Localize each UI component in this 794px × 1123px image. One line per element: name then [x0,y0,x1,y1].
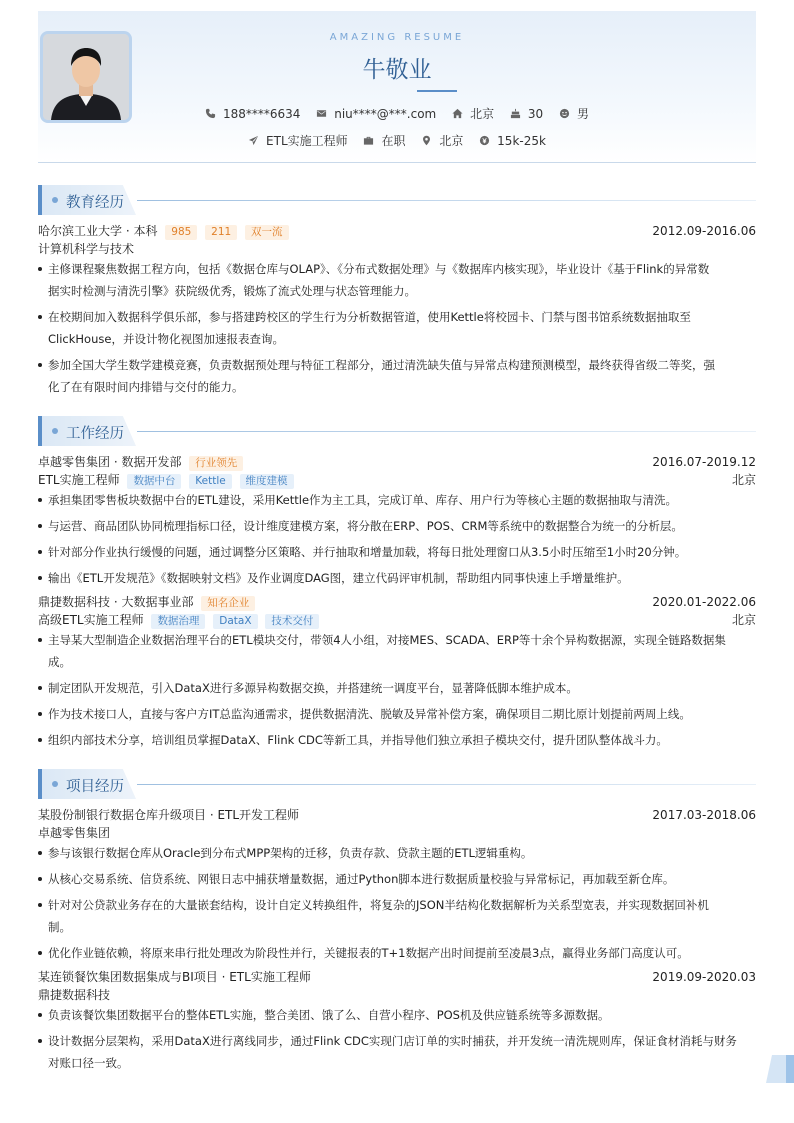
work-1-role: ETL实施工程师 [38,473,120,487]
mail-icon [316,108,327,119]
work-2-bullet-2: 制定团队开发规范，引入DataX进行多源异构数据交换，并搭建统一调度平台，显著降低脚本维护成本。 [38,677,750,699]
city-info [452,105,494,122]
work-1-city: 北京 [731,473,756,487]
work-1-skill-1: 数据中台 [127,474,181,489]
corner-decoration [766,1055,794,1083]
section-education-title: 教育经历 [66,195,124,211]
project-1-bullet-1: 参与该银行数据仓库从Oracle到分布式MPP架构的迁移，负责存款、贷款主题的ETL逻辑重构。 [38,842,750,864]
school-tag-double-first: 双一流 [245,225,289,240]
section-work [38,416,756,446]
work-2-city: 北京 [731,613,756,627]
age-value: 30 [527,106,544,121]
section-project-title: 项目经历 [66,779,124,795]
project-2-org: 鼎捷数据科技 [38,988,111,1002]
work-1-skill-3: 维度建模 [240,474,294,489]
salary-value: 15k-25k [497,133,546,148]
work-2-skill-1: 数据治理 [151,614,205,629]
project-2-bullet-1: 负责该餐饮集团数据平台的整体ETL实施，整合美团、饿了么、自营小程序、POS机及供应链系统等多源数据。 [38,1004,750,1026]
school-tag-985: 985 [165,225,197,240]
work-1-bullet-4: 输出《ETL开发规范》《数据映射文档》及作业调度DAG图，建立代码评审机制，帮助组内同事快速上手增量维护。 [38,567,750,589]
school-tag-211: 211 [205,225,237,240]
email-info [316,107,436,121]
work-1-tag: 行业领先 [189,456,243,471]
work-1-company: 卓越零售集团 · 数据开发部 [38,455,182,469]
work-1-header [38,454,756,471]
education-bullet-1: 主修课程聚焦数据工程方向，包括《数据仓库与OLAP》、《分布式数据处理》与《数据库内核实现》，毕业设计《基于Flink的异常数 据实时检测与清洗引擎》获院级优秀，锻炼了流式处理与状态管理能力。 [38,258,750,302]
work-1-bullet-1: 承担集团零售板块数据中台的ETL建设，采用Kettle作为主工具，完成订单、库存、用户行为等核心主题的数据抽取与清洗。 [38,489,750,511]
phone-icon [205,108,216,119]
candidate-name: 牛敬业 [362,57,432,83]
education-header [38,223,756,240]
email-value: niu****@***.com [334,106,437,121]
work-2-header [38,594,756,611]
school-name: 哈尔滨工业大学 · 本科 [38,224,158,238]
work-1-bullet-2: 与运营、商品团队协同梳理指标口径，设计维度建模方案，将分散在ERP、POS、CRM等系统中的数据整合为统一的分析层。 [38,515,750,537]
location-info [421,132,463,149]
resume-tagline: AMAZING RESUME [329,32,465,43]
education-major: 计算机科学与技术 [38,242,135,256]
home-icon [452,108,463,119]
education-bullet-3: 参加全国大学生数学建模竞赛，负责数据预处理与特征工程部分，通过清洗缺失值与异常点构建预测模型，最终获得省级二等奖，强 化了在有限时间内排错与交付的能力。 [38,354,750,398]
gender-info [559,105,589,122]
job-info [248,132,348,149]
job-intent-row [38,132,756,149]
phone-value: 188****6634 [222,106,301,121]
work-1-date: 2016.07-2019.12 [652,455,756,469]
project-1-bullet-2: 从核心交易系统、信贷系统、网银日志中捕获增量数据，通过Python脚本进行数据质量校验与异常标记，再加载至新仓库。 [38,868,750,890]
section-work-title: 工作经历 [66,426,124,442]
contact-row [38,105,756,122]
work-2-company: 鼎捷数据科技 · 大数据事业部 [38,595,194,609]
job-value: ETL实施工程师 [266,134,348,148]
project-2-title: 某连锁餐饮集团数据集成与BI项目 · ETL实施工程师 [38,970,311,984]
work-1-role-row [38,472,756,489]
section-education [38,185,756,215]
name-underline [417,90,457,92]
work-2-skill-3: 技术交付 [265,614,319,629]
section-project [38,769,756,799]
project-1-title: 某股份制银行数据仓库升级项目 · ETL开发工程师 [38,808,300,822]
project-2-header [38,969,756,985]
city-value: 北京 [470,107,495,121]
work-2-role: 高级ETL实施工程师 [38,613,144,627]
project-1-header [38,807,756,823]
work-2-date: 2020.01-2022.06 [652,595,756,609]
education-date: 2012.09-2016.06 [652,224,756,238]
phone-info [205,107,300,121]
send-icon [248,135,259,146]
work-2-bullet-4: 组织内部技术分享，培训组员掌握DataX、Flink CDC等新工具，并指导他们独立承担子模块交付，提升团队整体战斗力。 [38,729,750,751]
salary-info [479,134,546,148]
project-1-bullet-4: 优化作业链依赖，将原来串行批处理改为阶段性并行，关键报表的T+1数据产出时间提前至凌晨3点，赢得业务部门高度认可。 [38,942,750,964]
money-icon [479,135,490,146]
work-1-bullet-3: 针对部分作业执行缓慢的问题，通过调整分区策略、并行抽取和增量加载，将每日批处理窗口从3.5小时压缩至1小时20分钟。 [38,541,750,563]
work-2-skill-2: DataX [213,614,257,629]
location-value: 北京 [439,134,464,148]
briefcase-icon [363,135,374,146]
project-2-bullet-2: 设计数据分层架构，采用DataX进行离线同步，通过Flink CDC实现门店订单的实时捕获，并开发统一清洗规则库，保证食材消耗与财务 对账口径一致。 [38,1030,750,1074]
work-2-role-row [38,612,756,629]
work-2-bullet-3: 作为技术接口人，直接与客户方IT总监沟通需求，提供数据清洗、脱敏及异常补偿方案，确保项目二期比原计划提前两周上线。 [38,703,750,725]
project-2-date: 2019.09-2020.03 [652,970,756,984]
age-info [510,107,543,121]
status-info [363,132,405,149]
gender-value: 男 [577,107,590,121]
face-icon [559,108,570,119]
project-1-bullet-3: 针对对公贷款业务存在的大量嵌套结构，设计自定义转换组件，将复杂的JSON半结构化数据解析为关系型宽表，并实现数据回补机 制。 [38,894,750,938]
cake-icon [510,108,521,119]
project-1-org: 卓越零售集团 [38,826,111,840]
pin-icon [421,135,432,146]
project-1-date: 2017.03-2018.06 [652,808,756,822]
work-1-skill-2: Kettle [189,474,231,489]
status-value: 在职 [381,134,406,148]
resume-header [38,11,756,163]
education-bullet-2: 在校期间加入数据科学俱乐部，参与搭建跨校区的学生行为分析数据管道，使用Kettle将校园卡、门禁与图书馆系统数据抽取至 ClickHouse，并设计物化视图加速报表查询。 [38,306,750,350]
work-2-tag: 知名企业 [201,596,255,611]
work-2-bullet-1: 主导某大型制造企业数据治理平台的ETL模块交付，带领4人小组，对接MES、SCADA、ERP等十余个异构数据源，实现全链路数据集 成。 [38,629,750,673]
